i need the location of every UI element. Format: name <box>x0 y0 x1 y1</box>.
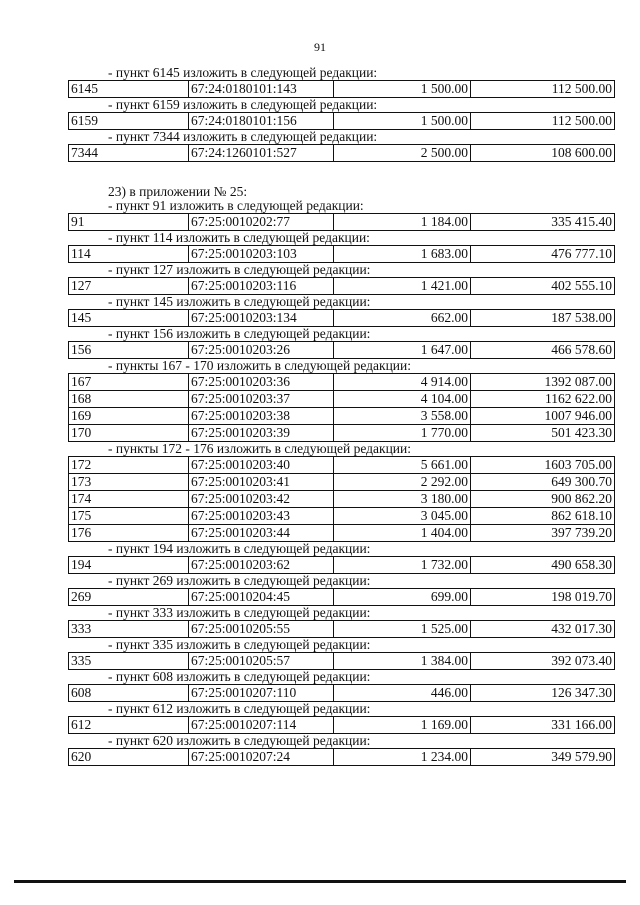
value-cell: 1603 705.00 <box>471 457 615 474</box>
item-number-cell: 612 <box>69 717 189 734</box>
area-cell: 3 180.00 <box>334 491 471 508</box>
item-number-cell: 269 <box>69 589 189 606</box>
amendment-table <box>68 620 615 638</box>
bottom-rule <box>14 880 626 883</box>
item-number-cell: 7344 <box>69 145 189 162</box>
amendment-table <box>68 652 615 670</box>
cadastral-number-cell: 67:25:0010205:55 <box>189 621 334 638</box>
item-number-cell: 170 <box>69 425 189 442</box>
cadastral-number-cell: 67:25:0010203:43 <box>189 508 334 525</box>
item-number-cell: 167 <box>69 374 189 391</box>
value-cell: 392 073.40 <box>471 653 615 670</box>
amendment-table <box>68 309 615 327</box>
item-number-cell: 156 <box>69 342 189 359</box>
table-row <box>69 278 615 295</box>
area-cell: 1 732.00 <box>334 557 471 574</box>
item-number-cell: 335 <box>69 653 189 670</box>
value-cell: 331 166.00 <box>471 717 615 734</box>
amendment-instruction: - пункт 269 изложить в следующей редакции: <box>108 573 371 588</box>
amendment-instruction: - пункт 91 изложить в следующей редакции: <box>108 198 364 213</box>
amendment-table <box>68 556 615 574</box>
cadastral-number-cell: 67:25:0010203:39 <box>189 425 334 442</box>
table-row <box>69 525 615 542</box>
table-row <box>69 374 615 391</box>
item-number-cell: 173 <box>69 474 189 491</box>
value-cell: 649 300.70 <box>471 474 615 491</box>
amendment-table <box>68 456 615 542</box>
cadastral-number-cell: 67:25:0010203:42 <box>189 491 334 508</box>
cadastral-number-cell: 67:25:0010203:37 <box>189 391 334 408</box>
table-row <box>69 685 615 702</box>
area-cell: 3 045.00 <box>334 508 471 525</box>
cadastral-number-cell: 67:25:0010207:114 <box>189 717 334 734</box>
item-number-cell: 6145 <box>69 81 189 98</box>
amendment-table <box>68 213 615 231</box>
area-cell: 5 661.00 <box>334 457 471 474</box>
item-number-cell: 174 <box>69 491 189 508</box>
amendment-instruction: - пункт 333 изложить в следующей редакции: <box>108 605 371 620</box>
value-cell: 501 423.30 <box>471 425 615 442</box>
table-row <box>69 474 615 491</box>
area-cell: 699.00 <box>334 589 471 606</box>
cadastral-number-cell: 67:25:0010203:38 <box>189 408 334 425</box>
value-cell: 112 500.00 <box>471 113 615 130</box>
cadastral-number-cell: 67:25:0010203:116 <box>189 278 334 295</box>
cadastral-number-cell: 67:25:0010202:77 <box>189 214 334 231</box>
value-cell: 1007 946.00 <box>471 408 615 425</box>
cadastral-number-cell: 67:25:0010204:45 <box>189 589 334 606</box>
document-body <box>68 66 614 766</box>
table-row <box>69 214 615 231</box>
cadastral-number-cell: 67:25:0010205:57 <box>189 653 334 670</box>
value-cell: 112 500.00 <box>471 81 615 98</box>
amendment-instruction: - пункт 156 изложить в следующей редакции: <box>108 326 371 341</box>
area-cell: 1 421.00 <box>334 278 471 295</box>
value-cell: 466 578.60 <box>471 342 615 359</box>
area-cell: 1 647.00 <box>334 342 471 359</box>
page-number: 91 <box>314 40 326 54</box>
item-number-cell: 127 <box>69 278 189 295</box>
item-number-cell: 168 <box>69 391 189 408</box>
item-number-cell: 91 <box>69 214 189 231</box>
value-cell: 187 538.00 <box>471 310 615 327</box>
value-cell: 432 017.30 <box>471 621 615 638</box>
area-cell: 2 500.00 <box>334 145 471 162</box>
amendment-instruction: - пункт 6159 изложить в следующей редакции: <box>108 97 378 112</box>
value-cell: 108 600.00 <box>471 145 615 162</box>
cadastral-number-cell: 67:25:0010203:44 <box>189 525 334 542</box>
item-number-cell: 6159 <box>69 113 189 130</box>
amendment-table <box>68 112 615 130</box>
amendment-instruction: - пункт 7344 изложить в следующей редакции: <box>108 129 378 144</box>
amendment-table <box>68 80 615 98</box>
amendment-instruction: - пункт 6145 изложить в следующей редакции: <box>108 65 378 80</box>
table-row <box>69 589 615 606</box>
amendment-table <box>68 716 615 734</box>
amendment-instruction: - пункт 114 изложить в следующей редакции: <box>108 230 370 245</box>
cadastral-number-cell: 67:25:0010203:40 <box>189 457 334 474</box>
value-cell: 198 019.70 <box>471 589 615 606</box>
area-cell: 1 184.00 <box>334 214 471 231</box>
area-cell: 1 525.00 <box>334 621 471 638</box>
table-row <box>69 491 615 508</box>
value-cell: 862 618.10 <box>471 508 615 525</box>
cadastral-number-cell: 67:24:0180101:143 <box>189 81 334 98</box>
item-number-cell: 169 <box>69 408 189 425</box>
table-row <box>69 508 615 525</box>
cadastral-number-cell: 67:25:0010203:134 <box>189 310 334 327</box>
item-number-cell: 176 <box>69 525 189 542</box>
table-row <box>69 653 615 670</box>
table-row <box>69 310 615 327</box>
table-row <box>69 717 615 734</box>
cadastral-number-cell: 67:25:0010207:24 <box>189 749 334 766</box>
amendment-table <box>68 748 615 766</box>
amendment-instruction: - пункт 612 изложить в следующей редакции: <box>108 701 371 716</box>
cadastral-number-cell: 67:25:0010203:26 <box>189 342 334 359</box>
table-row <box>69 391 615 408</box>
table-row <box>69 342 615 359</box>
cadastral-number-cell: 67:25:0010203:62 <box>189 557 334 574</box>
item-number-cell: 194 <box>69 557 189 574</box>
value-cell: 490 658.30 <box>471 557 615 574</box>
amendment-instruction: - пункт 145 изложить в следующей редакции: <box>108 294 371 309</box>
area-cell: 1 500.00 <box>334 81 471 98</box>
item-number-cell: 175 <box>69 508 189 525</box>
amendment-table <box>68 684 615 702</box>
table-row <box>69 557 615 574</box>
value-cell: 349 579.90 <box>471 749 615 766</box>
value-cell: 1162 622.00 <box>471 391 615 408</box>
table-row <box>69 145 615 162</box>
amendment-instruction: - пункт 335 изложить в следующей редакции: <box>108 637 371 652</box>
area-cell: 1 404.00 <box>334 525 471 542</box>
table-row <box>69 113 615 130</box>
area-cell: 1 384.00 <box>334 653 471 670</box>
table-row <box>69 749 615 766</box>
area-cell: 1 500.00 <box>334 113 471 130</box>
cadastral-number-cell: 67:24:1260101:527 <box>189 145 334 162</box>
table-row <box>69 81 615 98</box>
area-cell: 446.00 <box>334 685 471 702</box>
cadastral-number-cell: 67:25:0010203:103 <box>189 246 334 263</box>
section-spacer <box>68 162 614 185</box>
amendment-instruction: - пункт 608 изложить в следующей редакции: <box>108 669 371 684</box>
table-row <box>69 408 615 425</box>
value-cell: 397 739.20 <box>471 525 615 542</box>
cadastral-number-cell: 67:25:0010203:36 <box>189 374 334 391</box>
area-cell: 3 558.00 <box>334 408 471 425</box>
area-cell: 2 292.00 <box>334 474 471 491</box>
item-number-cell: 620 <box>69 749 189 766</box>
cadastral-number-cell: 67:25:0010203:41 <box>189 474 334 491</box>
item-number-cell: 333 <box>69 621 189 638</box>
amendment-table <box>68 144 615 162</box>
value-cell: 1392 087.00 <box>471 374 615 391</box>
cadastral-number-cell: 67:24:0180101:156 <box>189 113 334 130</box>
amendment-table <box>68 373 615 442</box>
area-cell: 4 914.00 <box>334 374 471 391</box>
area-cell: 1 683.00 <box>334 246 471 263</box>
cadastral-number-cell: 67:25:0010207:110 <box>189 685 334 702</box>
table-row <box>69 457 615 474</box>
area-cell: 4 104.00 <box>334 391 471 408</box>
area-cell: 1 234.00 <box>334 749 471 766</box>
section-title: 23) в приложении № 25: <box>108 184 248 199</box>
area-cell: 662.00 <box>334 310 471 327</box>
value-cell: 402 555.10 <box>471 278 615 295</box>
item-number-cell: 608 <box>69 685 189 702</box>
area-cell: 1 770.00 <box>334 425 471 442</box>
amendment-instruction: - пункт 620 изложить в следующей редакции: <box>108 733 371 748</box>
amendment-instruction: - пункты 172 - 176 изложить в следующей редакции: <box>108 441 411 456</box>
value-cell: 335 415.40 <box>471 214 615 231</box>
item-number-cell: 172 <box>69 457 189 474</box>
item-number-cell: 145 <box>69 310 189 327</box>
amendment-table <box>68 588 615 606</box>
value-cell: 476 777.10 <box>471 246 615 263</box>
table-row <box>69 246 615 263</box>
value-cell: 900 862.20 <box>471 491 615 508</box>
table-row <box>69 621 615 638</box>
area-cell: 1 169.00 <box>334 717 471 734</box>
amendment-table <box>68 341 615 359</box>
item-number-cell: 114 <box>69 246 189 263</box>
amendment-instruction: - пункт 194 изложить в следующей редакции: <box>108 541 371 556</box>
amendment-instruction: - пункт 127 изложить в следующей редакции: <box>108 262 371 277</box>
amendment-table <box>68 245 615 263</box>
value-cell: 126 347.30 <box>471 685 615 702</box>
table-row <box>69 425 615 442</box>
amendment-table <box>68 277 615 295</box>
amendment-instruction: - пункты 167 - 170 изложить в следующей редакции: <box>108 358 411 373</box>
